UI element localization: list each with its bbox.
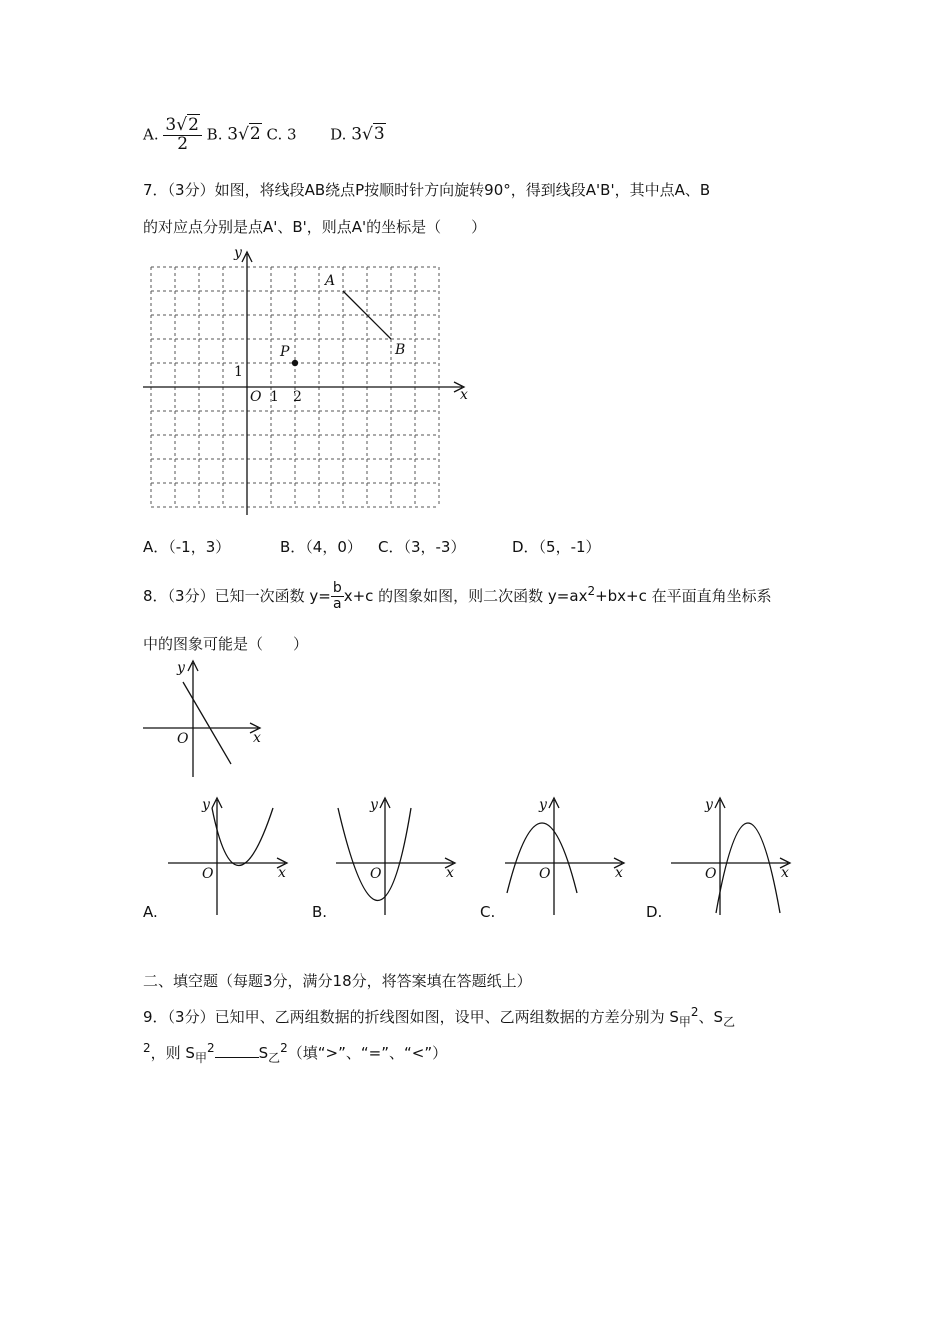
q6-option-b-value: 3√2 xyxy=(227,124,261,145)
q7-tick-1-y: 1 xyxy=(234,364,243,380)
q8-graph-d-y-label: y xyxy=(705,797,713,813)
q7-origin-label: O xyxy=(250,389,262,405)
q8-graph-c-y-label: y xyxy=(539,797,547,813)
q6-option-c-label: C. xyxy=(266,125,283,144)
q6-option-b-label: B. xyxy=(206,125,223,144)
q8-graph-d-origin-label: O xyxy=(705,866,717,882)
q8-graph-a xyxy=(165,793,295,918)
q8-option-a-label: A. xyxy=(143,903,158,921)
q7-option-a: A．（-1，3） xyxy=(143,538,231,556)
q7-point-a-label: A xyxy=(325,273,336,289)
q8-option-d-label: D. xyxy=(646,903,663,921)
q8-text-line2: 中的图象可能是（ ） xyxy=(143,635,309,653)
q7-option-c: C．（3，-3） xyxy=(378,538,466,556)
q6-option-a-label: A. xyxy=(143,125,159,144)
q8-fraction-b-over-a: $\frac{b}{a}$ xyxy=(332,580,342,612)
q7-tick-2-x: 2 xyxy=(293,389,302,405)
q6-option-a-fraction: $\frac{3√2}{2}$ xyxy=(163,117,202,154)
q8-text-line1: 8．（3分）已知一次函数 y= $\frac{b}{a}$ x+c 的图象如图，则二次函数 $y=ax^2+bx+c$ 在平面直角坐标系 xyxy=(143,580,772,612)
q7-coordinate-grid xyxy=(140,240,470,520)
q7-option-d: D．（5，-1） xyxy=(512,538,601,556)
q8-graph-b xyxy=(333,793,463,918)
q7-y-axis-label: y xyxy=(234,245,242,261)
q6-option-c-value: 3 xyxy=(287,125,297,144)
q8-graph-c xyxy=(502,793,632,918)
q8-linear-x-label: x xyxy=(253,730,261,746)
q7-text-line1: 7．（3分）如图，将线段AB绕点P按顺时针方向旋转90°，得到线段A'B'，其中点A、B xyxy=(143,181,711,199)
q8-graph-b-x-label: x xyxy=(446,865,454,881)
section-2-heading: 二、填空题（每题3分，满分18分，将答案填在答题纸上） xyxy=(143,972,532,990)
q6-options xyxy=(143,117,386,154)
q8-graph-b-y-label: y xyxy=(370,797,378,813)
q8-graph-a-x-label: x xyxy=(278,865,286,881)
q8-option-b-label: B. xyxy=(312,903,328,921)
q6-option-d-value: 3√3 xyxy=(351,124,385,145)
q8-graph-a-y-label: y xyxy=(202,797,210,813)
q7-tick-1-x: 1 xyxy=(270,389,279,405)
q8-graph-a-origin-label: O xyxy=(202,866,214,882)
q7-point-p-dot xyxy=(292,360,298,366)
q8-linear-y-label: y xyxy=(177,660,185,676)
q8-linear-origin-label: O xyxy=(177,731,189,747)
q8-graph-c-x-label: x xyxy=(615,865,623,881)
q8-graph-d xyxy=(668,793,798,918)
q8-graph-d-x-label: x xyxy=(781,865,789,881)
q9-text-line1: 9．（3分）已知甲、乙两组数据的折线图如图，设甲、乙两组数据的方差分别为 $S_甲^2$、$S_乙$ xyxy=(143,1005,736,1029)
q7-point-b-label: B xyxy=(395,342,406,358)
q8-graph-c-origin-label: O xyxy=(539,866,551,882)
q7-x-axis-label: x xyxy=(460,387,468,403)
q7-option-b: B．（4，0） xyxy=(280,538,362,556)
q8-linear-graph xyxy=(140,655,270,780)
q7-text-line2: 的对应点分别是点A'、B'，则点A'的坐标是（ ） xyxy=(143,218,487,236)
q9-answer-blank[interactable] xyxy=(215,1045,259,1058)
q6-option-d-label: D. xyxy=(330,125,347,144)
q7-point-p-label: P xyxy=(280,344,290,360)
q9-text-line2: $^2$，则 $S_甲^2$ $S_乙^2$（填“>”、“=”、“<”） xyxy=(143,1041,448,1065)
q8-option-c-label: C. xyxy=(480,903,496,921)
q8-graph-b-origin-label: O xyxy=(370,866,382,882)
